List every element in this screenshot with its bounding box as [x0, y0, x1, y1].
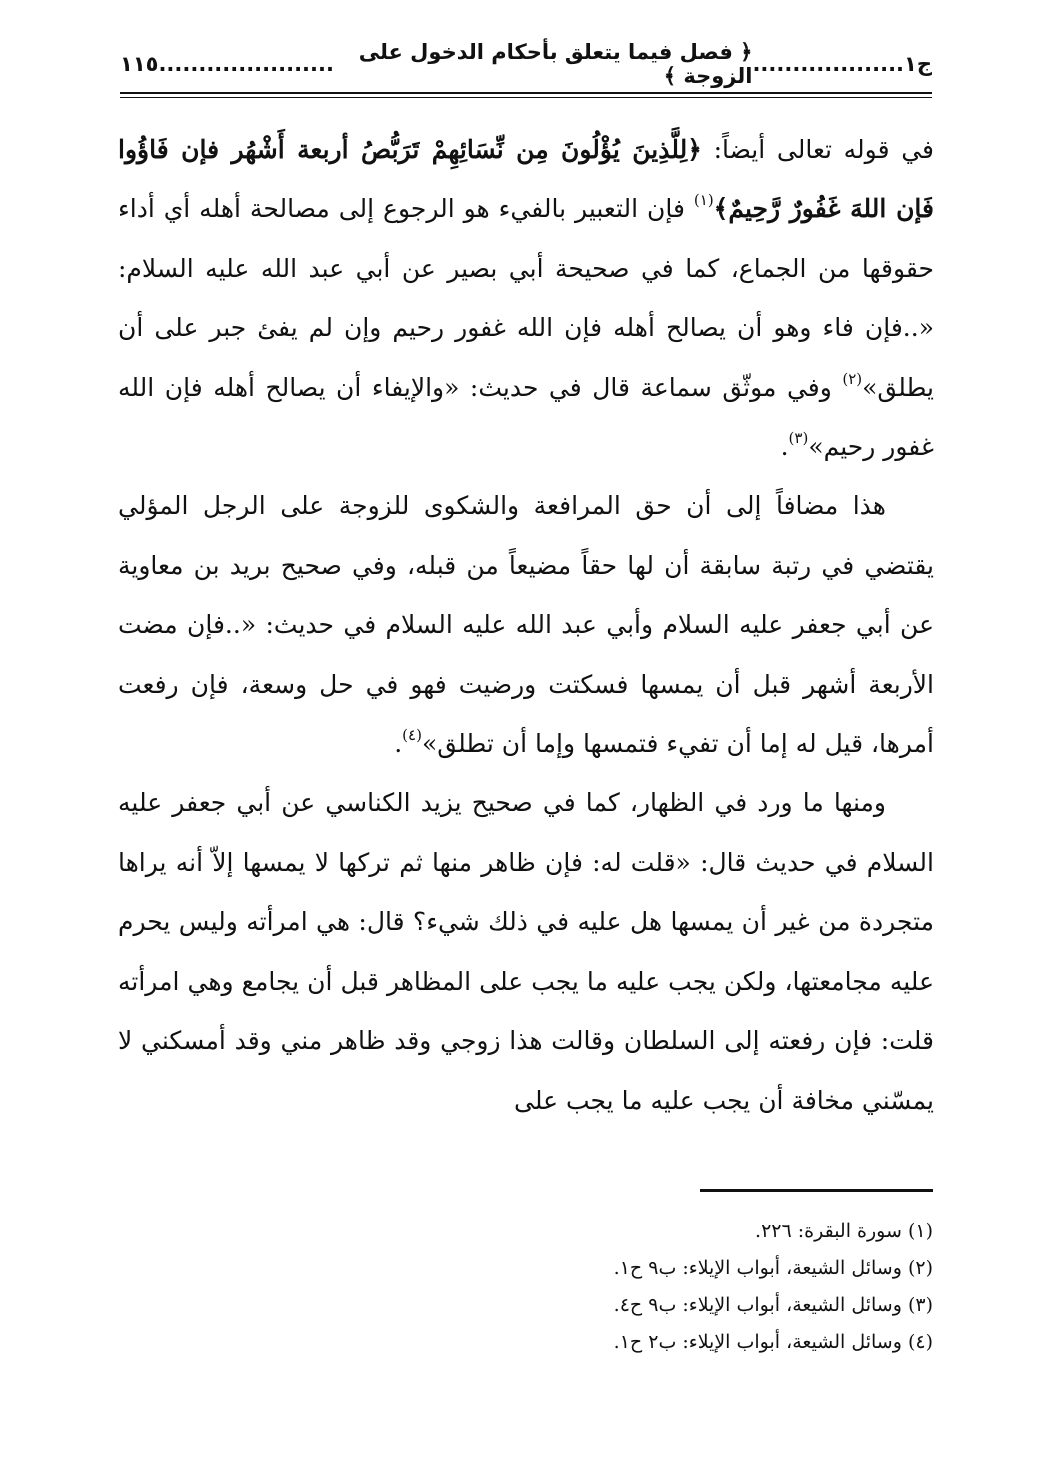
header-divider: [120, 92, 932, 98]
paragraph-2: هذا مضافاً إلى أن حق المرافعة والشكوى للزوجة على الرجل المؤلي يقتضي في رتبة سابقة أن لها حقاً مضيعاً من قبله، وفي صحيح بريد بن معاوية عن أبي جعفر عليه السلام وأبي عبد الله عليه السلام في حديث: «..فإن مضت الأربعة أشهر قبل أن يمسها فسكتت ورضيت فهو في حل وسعة، فإن رفعت أمرها، قيل له إما أن تفيء فتمسها وإما أن تطلق»$^{(٤)}$.: [118, 491, 934, 759]
running-header: [120, 40, 932, 88]
footnote-1: (١) سورة البقرة: ٢٢٦.: [755, 1220, 933, 1242]
paragraph-1: في قوله تعالى أيضاً: ﴿لِلَّذِينَ يُؤْلُونَ مِن نِّسَائِهِمْ تَرَبُّصُ أربعة أَشْهُر فإن فَاؤُوا فَإن اللهَ غَفُورٌ رَّحِيمٌ﴾$^{(١)}$ فإن التعبير بالفيء هو الرجوع إلى مصالحة أهله أي أداء حقوقها من الجماع، كما في صحيحة أبي بصير عن أبي عبد الله عليه السلام: «..فإن فاء وهو أن يصالح أهله فإن الله غفور رحيم وإن لم يفئ جبر على أن يطلق»$^{(٢)}$ وفي موثّق سماعة قال في حديث: «والإيفاء أن يصالح أهله فإن الله غفور رحيم»$^{(٣)}$.: [118, 135, 934, 462]
paragraph-3: ومنها ما ورد في الظهار، كما في صحيح يزيد الكناسي عن أبي جعفر عليه السلام في حديث قال: «قلت له: فإن ظاهر منها ثم تركها لا يمسها إلاّ أنه يراها متجردة من غير أن يمسها هل عليه في ذلك شيء؟ قال: هي امرأته وليس يحرم عليه مجامعتها، ولكن يجب عليه ما يجب على المظاهر قبل أن يجامع وهي امرأته قلت: فإن رفعته إلى السلطان وقالت هذا زوجي وقد ظاهر مني وقد أمسكني لا يمسّني مخافة أن يجب عليه ما يجب على: [118, 788, 934, 1115]
footnote-divider: [700, 1189, 933, 1192]
header-dots-right: ...................: [752, 52, 905, 76]
chapter-title: ﴿ فصل فيما يتعلق بأحكام الدخول على الزوجة ﴾: [358, 40, 753, 88]
footnote-3: (٣) وسائل الشيعة، أبواب الإيلاء: ب٩ ح٤.: [613, 1294, 933, 1316]
quran-verse: ﴿لِلَّذِينَ يُؤْلُونَ مِن نِّسَائِهِمْ تَرَبُّصُ أربعة أَشْهُر فإن فَاؤُوا فَإن اللهَ غَفُورٌ رَّحِيمٌ﴾: [118, 135, 934, 224]
footnote-4: (٤) وسائل الشيعة، أبواب الإيلاء: ب٢ ح١.: [613, 1331, 933, 1353]
volume-label: ج١: [904, 52, 932, 76]
main-text: [118, 120, 934, 1130]
header-dots-left: ......................: [158, 52, 334, 76]
footnotes: [400, 1213, 933, 1361]
footnote-2: (٢) وسائل الشيعة، أبواب الإيلاء: ب٩ ح١.: [613, 1257, 933, 1279]
footnote-ref-1: (١): [693, 191, 714, 210]
footnote-ref-2: (٢): [842, 369, 863, 388]
footnote-ref-4: (٤): [402, 726, 422, 745]
footnote-ref-3: (٣): [788, 429, 809, 448]
page-number: ١١٥: [120, 52, 159, 76]
